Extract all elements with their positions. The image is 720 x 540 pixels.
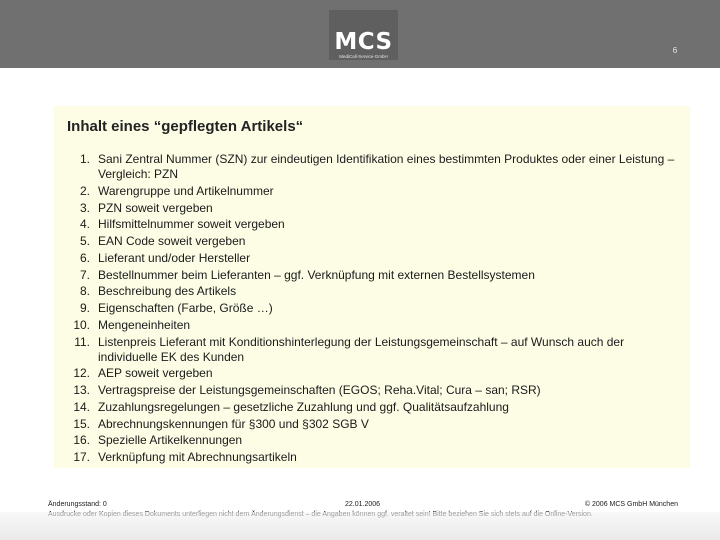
- list-item-text: EAN Code soweit vergeben: [98, 234, 246, 248]
- logo-subtext: MediCall-Service-GmbH: [339, 54, 388, 59]
- list-item: [62, 201, 682, 216]
- list-item-number: 11.: [74, 334, 90, 349]
- list-item-number: 1.: [79, 152, 90, 166]
- mcs-logo: [329, 10, 398, 60]
- list-item-number: 4.: [79, 217, 90, 232]
- footer-date: 22.01.2006: [345, 501, 381, 508]
- list-item-number: 17.: [73, 450, 90, 464]
- list-item-number: 10.: [73, 317, 90, 332]
- list-item-number: 8.: [79, 284, 90, 299]
- page-number: 6: [672, 46, 678, 55]
- list-item-text: Hilfsmittelnummer soweit vergeben: [98, 217, 285, 232]
- list-item: [62, 335, 682, 365]
- list-item-number: 15.: [73, 416, 90, 431]
- list-item-number: 6.: [79, 250, 90, 265]
- list-item-number: 7.: [79, 267, 90, 282]
- list-item-text: Mengeneinheiten: [98, 317, 191, 332]
- list-item-number: 2.: [79, 183, 90, 198]
- list-item-number: 3.: [79, 200, 90, 215]
- list-item-number: 13.: [73, 383, 90, 397]
- list-item-text: Lieferant und/oder Hersteller: [98, 250, 251, 265]
- list-item: [62, 234, 682, 249]
- list-item: [62, 318, 682, 333]
- list-item-text: Sani Zentral Nummer (SZN) zur eindeutigen Identifikation eines bestimmten Produktes oder einer Leistung – Vergleich: PZN: [98, 152, 675, 181]
- list-item-text: Beschreibung des Artikels: [98, 284, 237, 299]
- slide-title: Inhalt eines “gepflegten Artikels“: [67, 118, 304, 135]
- list-item-text: Verknüpfung mit Abrechnungsartikeln: [98, 450, 297, 464]
- list-item-text: Spezielle Artikelkennungen: [98, 433, 243, 448]
- bottom-shade: [0, 512, 720, 540]
- footer-copyright: © 2006 MCS GmbH München: [584, 501, 678, 508]
- list-item-text: Listenpreis Lieferant mit Konditionshinterlegung der Leistungsgemeinschaft – auf Wunsch auch der individuelle EK des Kunden: [98, 334, 625, 364]
- list-item-number: 14.: [73, 399, 90, 414]
- list-item: [62, 152, 682, 182]
- list-item-text: Vertragspreise der Leistungsgemeinschaften (EGOS; Reha.Vital; Cura – san; RSR): [98, 383, 541, 397]
- list-item: [62, 301, 682, 316]
- list-item: [62, 417, 682, 432]
- logo-text: MCS: [334, 29, 393, 55]
- list-item-number: 9.: [79, 301, 90, 315]
- list-item-text: PZN soweit vergeben: [98, 200, 213, 215]
- list-item: [62, 268, 682, 283]
- list-item: [62, 251, 682, 266]
- list-item-text: Zuzahlungsregelungen – gesetzliche Zuzahlung und ggf. Qualitätsaufzahlung: [98, 399, 509, 414]
- list-item: [62, 450, 682, 465]
- list-item-number: 16.: [73, 433, 90, 448]
- list-item: [62, 217, 682, 232]
- list-item-text: Bestellnummer beim Lieferanten – ggf. Verknüpfung mit externen Bestellsystemen: [98, 267, 535, 282]
- list-item: [62, 284, 682, 299]
- header-bar: [0, 0, 720, 68]
- list-item: [62, 366, 682, 381]
- list-item-text: Warengruppe und Artikelnummer: [98, 183, 274, 198]
- list-item-number: 12.: [73, 366, 90, 381]
- list-item-text: Eigenschaften (Farbe, Größe …): [98, 301, 273, 315]
- list-item: [62, 383, 682, 398]
- article-content-list: [62, 152, 682, 467]
- footer-status: Änderungsstand: 0: [48, 501, 107, 508]
- list-item: [62, 184, 682, 199]
- list-item: [62, 433, 682, 448]
- list-item: [62, 400, 682, 415]
- list-item-text: AEP soweit vergeben: [98, 366, 213, 381]
- list-item-number: 5.: [79, 234, 90, 248]
- list-item-text: Abrechnungskennungen für §300 und §302 SGB V: [98, 416, 369, 431]
